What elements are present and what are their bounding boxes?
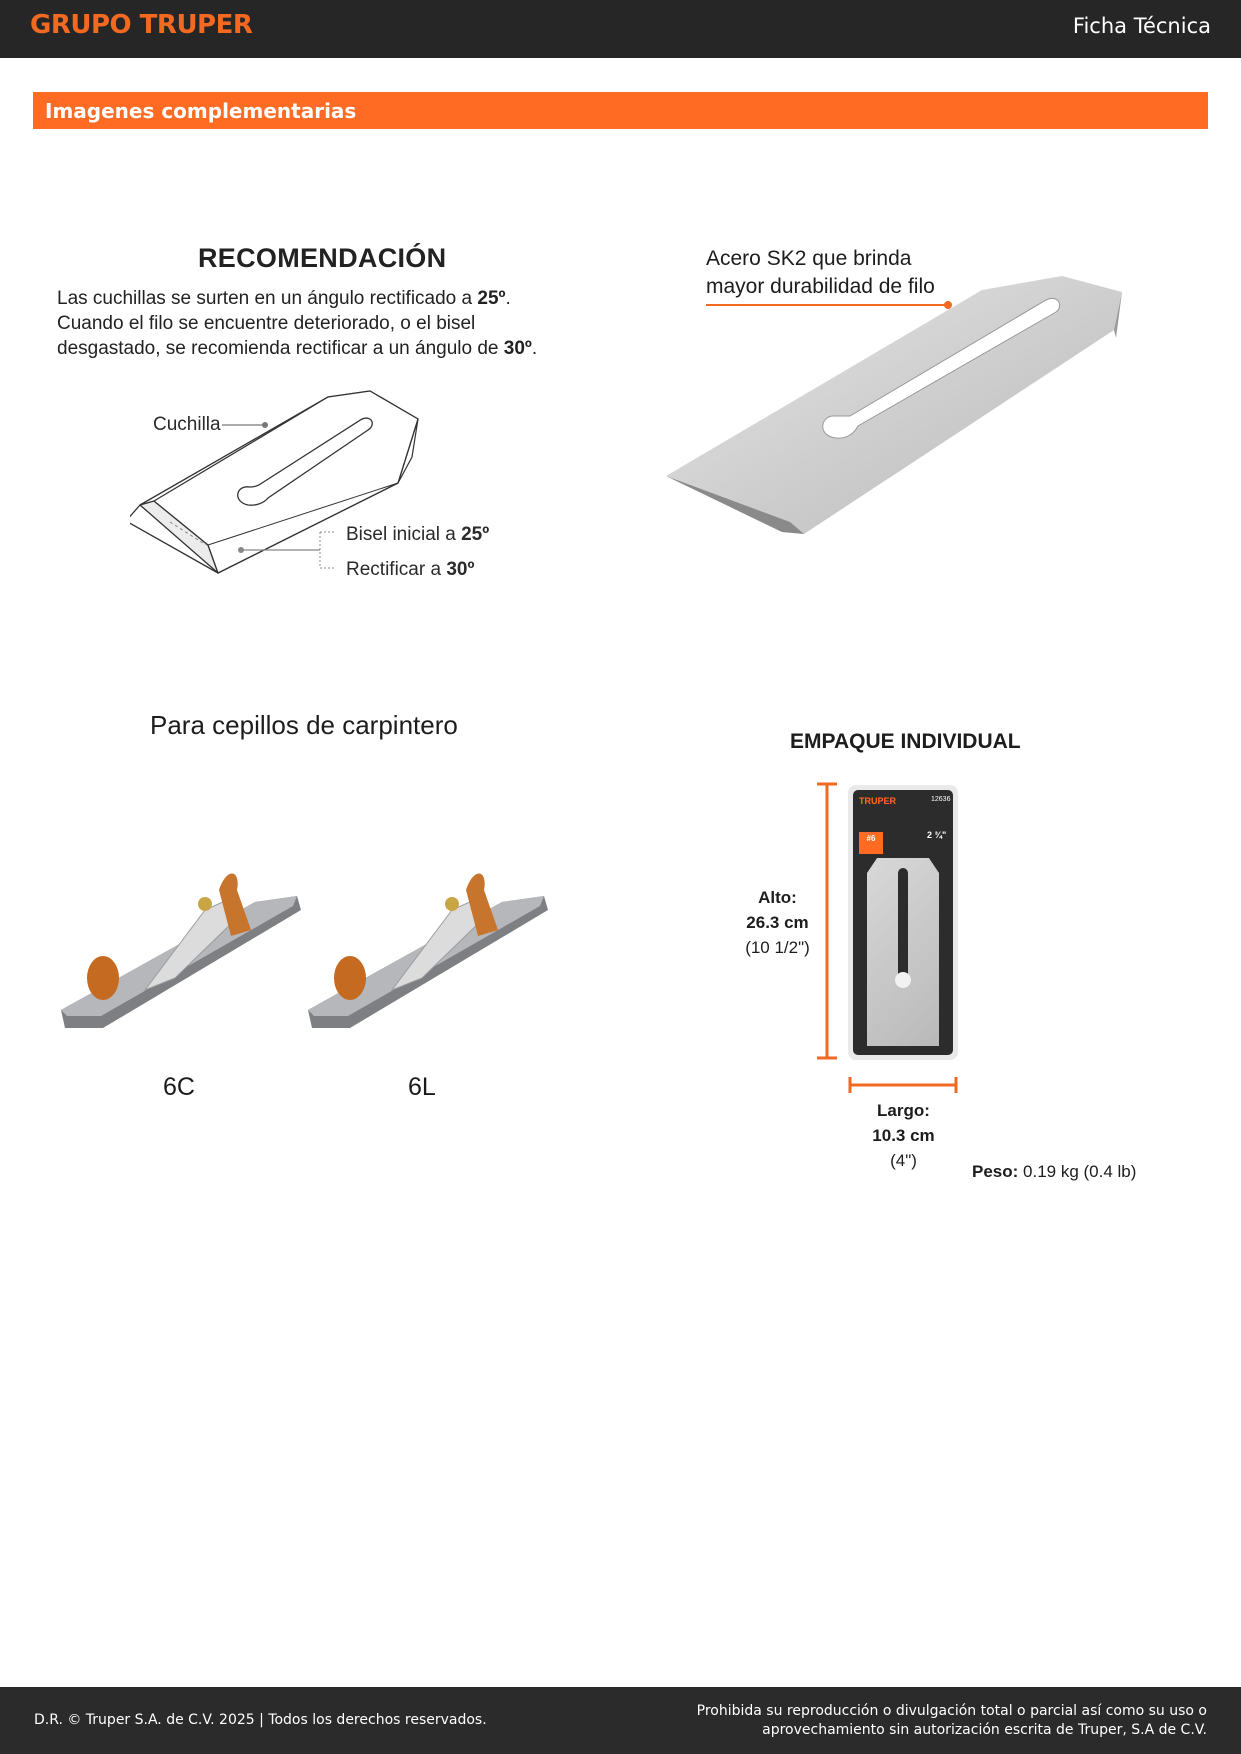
height-cm: 26.3 cm (746, 913, 809, 932)
height-label: Alto: (758, 888, 797, 907)
page-footer (0, 1687, 1241, 1754)
brand-logo: GRUPO TRUPER (30, 10, 253, 40)
planes-title: Para cepillos de carpintero (150, 710, 458, 740)
recommendation-line-3: desgastado, se recomienda rectificar a un ángulo de 30º. (57, 338, 538, 359)
package-blade (867, 858, 939, 1046)
section-bar (33, 92, 1208, 129)
recommendation-text (57, 286, 557, 361)
footer-prohibition-line-1: Prohibida su reproducción o divulgación total o parcial así como su uso o (696, 1703, 1207, 1719)
plane-model-6l: 6L (408, 1073, 436, 1101)
steel-callout-line-1: Acero SK2 que brinda (706, 247, 912, 270)
document-type: Ficha Técnica (1072, 14, 1211, 38)
recommendation-line-2: Cuando el filo se encuentre deteriorado, o el bisel (57, 313, 476, 334)
width-dimension (856, 1098, 951, 1173)
height-dimension (730, 885, 825, 960)
footer-copyright: D.R. © Truper S.A. de C.V. 2025 | Todos los derechos reservados. (34, 1712, 487, 1728)
label-blade-leader (222, 420, 272, 430)
plane-model-6c: 6C (163, 1073, 195, 1101)
package-code: 12636 (931, 796, 951, 803)
steel-callout-line-2: mayor durabilidad de filo (706, 275, 935, 298)
height-in: (10 1/2") (745, 938, 810, 957)
width-label: Largo: (877, 1101, 930, 1120)
footer-prohibition-line-2: aprovechamiento sin autorización escrita de Truper, S.A de C.V. (762, 1722, 1207, 1738)
package-title: EMPAQUE INDIVIDUAL (790, 730, 1021, 753)
package-card (848, 785, 958, 1060)
package-blade-hole (895, 972, 911, 988)
recommendation-line-1: Las cuchillas se surten en un ángulo rectificado a 25º. (57, 288, 511, 309)
package-blade-slot (898, 868, 908, 980)
bevel-leader (236, 530, 346, 570)
package-size: 2 ¾" (927, 830, 947, 840)
plane-photo-6c (55, 860, 305, 1030)
recommendation-title: RECOMENDACIÓN (198, 243, 447, 273)
label-bevel: Bisel inicial a 25º (346, 524, 490, 545)
package-card-body (853, 790, 953, 1055)
page-header (0, 0, 1241, 58)
steel-blade-photo (660, 270, 1130, 540)
package-weight: Peso: 0.19 kg (0.4 lb) (972, 1162, 1137, 1181)
width-in: (4") (890, 1151, 917, 1170)
label-regrind: Rectificar a 30º (346, 559, 475, 580)
label-blade: Cuchilla (153, 414, 221, 435)
width-cm: 10.3 cm (872, 1126, 935, 1145)
plane-photo-6l (302, 860, 552, 1030)
package-brand: TRUPER (859, 796, 897, 806)
package-badge: #6 (859, 832, 883, 854)
footer-prohibition (697, 1702, 1207, 1740)
section-title: Imagenes complementarias (45, 99, 357, 123)
width-dimension-line (848, 1076, 958, 1094)
